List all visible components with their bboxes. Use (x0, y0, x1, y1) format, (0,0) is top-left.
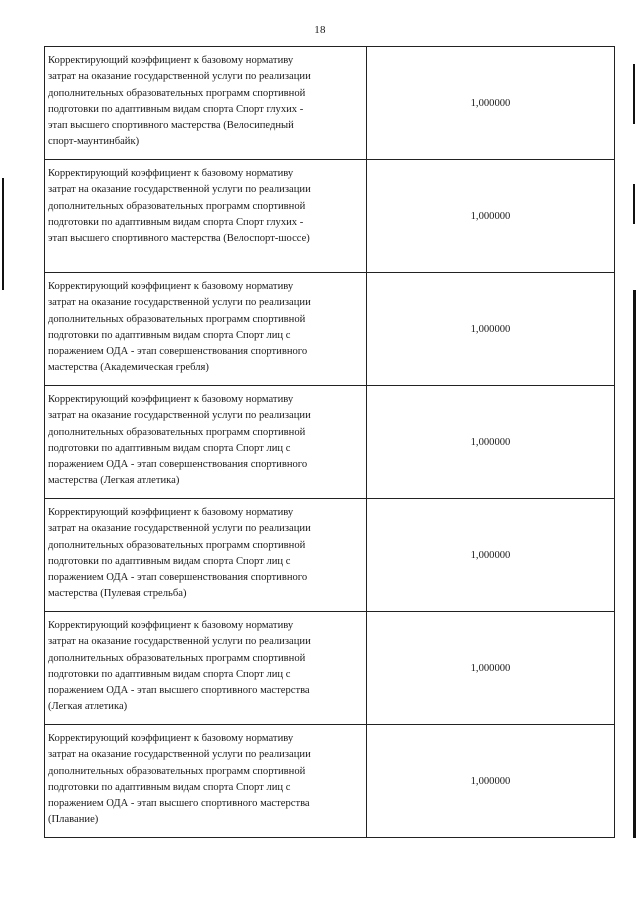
value-cell: 1,000000 (367, 273, 615, 386)
coefficient-table (44, 46, 615, 838)
table-row (45, 499, 615, 612)
table-row (45, 273, 615, 386)
value-cell: 1,000000 (367, 160, 615, 273)
value-cell: 1,000000 (367, 386, 615, 499)
table-row (45, 160, 615, 273)
scan-edge-mark-right-mid (633, 184, 635, 224)
description-cell: Корректирующий коэффициент к базовому нормативу затрат на оказание государственной услуги по реализации дополнительных образовательных программ спортивной подготовки по адаптивным видам спорта Спорт лиц с поражением ОДА - этап высшего спортивного мастерства (Легкая атлетика) (45, 612, 367, 725)
value-cell: 1,000000 (367, 612, 615, 725)
table-row (45, 725, 615, 838)
page-number: 18 (314, 24, 326, 36)
table-row (45, 386, 615, 499)
table-row (45, 47, 615, 160)
value-cell: 1,000000 (367, 47, 615, 160)
description-cell: Корректирующий коэффициент к базовому нормативу затрат на оказание государственной услуги по реализации дополнительных образовательных программ спортивной подготовки по адаптивным видам спорта Спорт лиц с поражением ОДА - этап совершенствования спортивного мастерства (Пулевая стрельба) (45, 499, 367, 612)
scan-edge-mark-right-top (633, 64, 635, 124)
description-cell: Корректирующий коэффициент к базовому нормативу затрат на оказание государственной услуги по реализации дополнительных образовательных программ спортивной подготовки по адаптивным видам спорта Спорт глухих - этап высшего спортивного мастерства (Велоспорт-шоссе) (45, 160, 367, 273)
scan-edge-mark-right-long (633, 290, 636, 838)
value-cell: 1,000000 (367, 725, 615, 838)
scan-edge-mark-left (2, 178, 4, 290)
description-cell: Корректирующий коэффициент к базовому нормативу затрат на оказание государственной услуги по реализации дополнительных образовательных программ спортивной подготовки по адаптивным видам спорта Спорт глухих - этап высшего спортивного мастерства (Велосипедный спорт-маунтинбайк) (45, 47, 367, 160)
description-cell: Корректирующий коэффициент к базовому нормативу затрат на оказание государственной услуги по реализации дополнительных образовательных программ спортивной подготовки по адаптивным видам спорта Спорт лиц с поражением ОДА - этап высшего спортивного мастерства (Плавание) (45, 725, 367, 838)
description-cell: Корректирующий коэффициент к базовому нормативу затрат на оказание государственной услуги по реализации дополнительных образовательных программ спортивной подготовки по адаптивным видам спорта Спорт лиц с поражением ОДА - этап совершенствования спортивного мастерства (Академическая гребля) (45, 273, 367, 386)
table-row (45, 612, 615, 725)
value-cell: 1,000000 (367, 499, 615, 612)
description-cell: Корректирующий коэффициент к базовому нормативу затрат на оказание государственной услуги по реализации дополнительных образовательных программ спортивной подготовки по адаптивным видам спорта Спорт лиц с поражением ОДА - этап совершенствования спортивного мастерства (Легкая атлетика) (45, 386, 367, 499)
